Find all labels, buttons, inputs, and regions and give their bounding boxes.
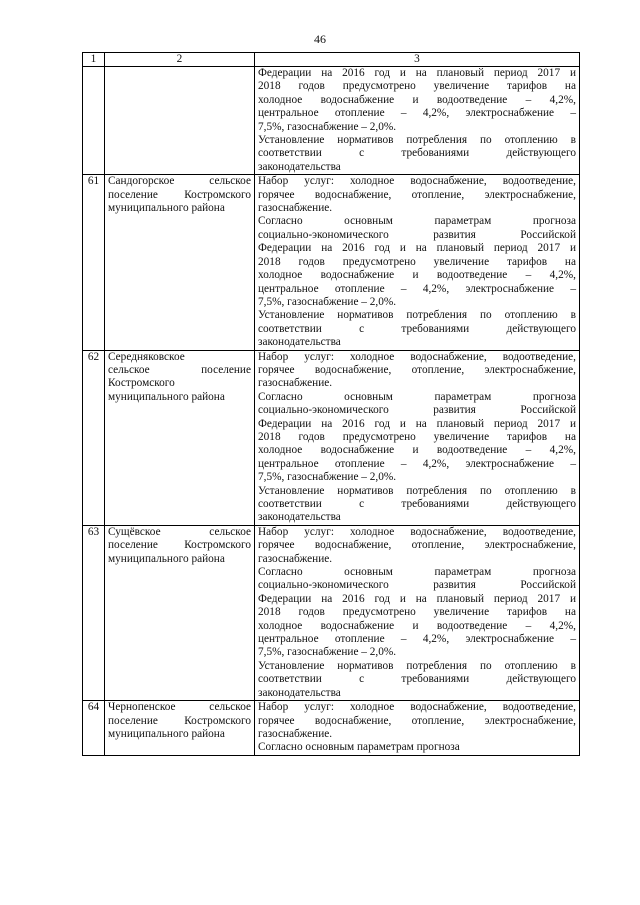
settlement-name-line: сельское поселение bbox=[108, 363, 251, 376]
service-description bbox=[255, 67, 580, 175]
settlement-name-line: Чернопенское сельское bbox=[108, 701, 251, 714]
description-line: Набор услуг: холодное водоснабжение, водоотведение, bbox=[258, 701, 576, 714]
description-line: социально-экономического развития Российской bbox=[258, 579, 576, 592]
description-line: Согласно основным параметрам прогноза bbox=[258, 741, 460, 754]
description-line: холодное водоснабжение и водоотведение – 4,2%, bbox=[258, 93, 576, 106]
description-line: центральное отопление – 4,2%, электроснабжение – bbox=[258, 107, 576, 120]
description-line: Федерации на 2016 год и на плановый период 2017 и bbox=[258, 592, 576, 605]
description-line: Федерации на 2016 год и на плановый период 2017 и bbox=[258, 242, 576, 255]
description-line: холодное водоснабжение и водоотведение – 4,2%, bbox=[258, 619, 576, 632]
settlement-name-line: Сандогорское сельское bbox=[108, 175, 251, 188]
description-line: 7,5%, газоснабжение – 2,0%. bbox=[258, 646, 397, 659]
description-line: социально-экономического развития Российской bbox=[258, 228, 576, 241]
settlement-name bbox=[105, 67, 255, 175]
settlement-name-line: муниципального района bbox=[108, 727, 225, 740]
description-line: центральное отопление – 4,2%, электроснабжение – bbox=[258, 282, 576, 295]
description-line: горячее водоснабжение, отопление, электроснабжение, bbox=[258, 539, 576, 552]
service-description bbox=[255, 525, 580, 700]
description-line: центральное отопление – 4,2%, электроснабжение – bbox=[258, 457, 576, 470]
description-line: Согласно основным параметрам прогноза bbox=[258, 215, 576, 228]
settlement-name bbox=[105, 175, 255, 350]
settlement-name-line: Костромского bbox=[108, 377, 175, 390]
description-line: горячее водоснабжение, отопление, электроснабжение, bbox=[258, 188, 576, 201]
description-line: Федерации на 2016 год и на плановый период 2017 и bbox=[258, 417, 576, 430]
page-number: 46 bbox=[314, 32, 326, 46]
settlement-name-line: поселение Костромского bbox=[108, 714, 251, 727]
description-line: Установление нормативов потребления по отоплению в bbox=[258, 659, 576, 672]
table-row bbox=[83, 701, 580, 756]
settlement-name-line: Середняковское bbox=[108, 350, 185, 363]
settlement-name-line: Сущёвское сельское bbox=[108, 525, 251, 538]
row-number: 62 bbox=[83, 350, 105, 525]
settlement-name bbox=[105, 701, 255, 756]
description-line: 2018 годов предусмотрено увеличение тарифов на bbox=[258, 430, 576, 443]
description-line: социально-экономического развития Российской bbox=[258, 404, 576, 417]
settlement-name-line: поселение Костромского bbox=[108, 539, 251, 552]
service-description bbox=[255, 175, 580, 350]
settlement-name-line: муниципального района bbox=[108, 390, 225, 403]
description-line: газоснабжение. bbox=[258, 377, 333, 390]
table-row bbox=[83, 525, 580, 700]
description-line: Федерации на 2016 год и на плановый период 2017 и bbox=[258, 67, 576, 79]
description-line: законодательства bbox=[258, 336, 341, 349]
description-line: холодное водоснабжение и водоотведение – 4,2%, bbox=[258, 269, 576, 282]
table-body bbox=[83, 67, 580, 756]
description-line: Набор услуг: холодное водоснабжение, водоотведение, bbox=[258, 175, 576, 188]
description-line: соответствии с требованиями действующего bbox=[258, 673, 576, 686]
row-number: 63 bbox=[83, 525, 105, 700]
table-row bbox=[83, 350, 580, 525]
description-line: Набор услуг: холодное водоснабжение, водоотведение, bbox=[258, 350, 576, 363]
service-description bbox=[255, 350, 580, 525]
description-line: горячее водоснабжение, отопление, электроснабжение, bbox=[258, 363, 576, 376]
description-line: газоснабжение. bbox=[258, 552, 333, 565]
description-line: Установление нормативов потребления по отоплению в bbox=[258, 484, 576, 497]
table-row bbox=[83, 175, 580, 350]
description-line: Установление нормативов потребления по отоплению в bbox=[258, 134, 576, 147]
settlement-name-line: муниципального района bbox=[108, 202, 225, 215]
column-header-number: 1 bbox=[83, 53, 105, 67]
description-line: 2018 годов предусмотрено увеличение тарифов на bbox=[258, 255, 576, 268]
description-line: холодное водоснабжение и водоотведение – 4,2%, bbox=[258, 444, 576, 457]
row-number: 64 bbox=[83, 701, 105, 756]
description-line: 7,5%, газоснабжение – 2,0%. bbox=[258, 471, 397, 484]
description-line: Установление нормативов потребления по отоплению в bbox=[258, 309, 576, 322]
description-line: законодательства bbox=[258, 686, 341, 699]
service-description bbox=[255, 701, 580, 756]
description-line: законодательства bbox=[258, 160, 341, 173]
description-line: 2018 годов предусмотрено увеличение тарифов на bbox=[258, 606, 576, 619]
description-line: центральное отопление – 4,2%, электроснабжение – bbox=[258, 633, 576, 646]
row-number bbox=[83, 67, 105, 175]
table-row bbox=[83, 67, 580, 175]
description-line: Набор услуг: холодное водоснабжение, водоотведение, bbox=[258, 525, 576, 538]
settlement-name bbox=[105, 350, 255, 525]
description-line: законодательства bbox=[258, 511, 341, 524]
description-line: газоснабжение. bbox=[258, 202, 333, 215]
description-line: 7,5%, газоснабжение – 2,0%. bbox=[258, 120, 397, 133]
settlement-name-line: муниципального района bbox=[108, 552, 225, 565]
table-header-row bbox=[83, 53, 580, 67]
settlement-name-line: поселение Костромского bbox=[108, 188, 251, 201]
description-line: соответствии с требованиями действующего bbox=[258, 147, 576, 160]
description-line: соответствии с требованиями действующего bbox=[258, 322, 576, 335]
description-line: 7,5%, газоснабжение – 2,0%. bbox=[258, 295, 397, 308]
description-line: горячее водоснабжение, отопление, электроснабжение, bbox=[258, 714, 576, 727]
row-number: 61 bbox=[83, 175, 105, 350]
description-line: Согласно основным параметрам прогноза bbox=[258, 390, 576, 403]
description-line: соответствии с требованиями действующего bbox=[258, 498, 576, 510]
column-header-description: 3 bbox=[255, 53, 580, 67]
description-line: 2018 годов предусмотрено увеличение тарифов на bbox=[258, 80, 576, 93]
description-line: Согласно основным параметрам прогноза bbox=[258, 566, 576, 579]
description-line: газоснабжение. bbox=[258, 727, 333, 740]
settlement-name bbox=[105, 525, 255, 700]
column-header-name: 2 bbox=[105, 53, 255, 67]
document-table bbox=[82, 52, 580, 756]
